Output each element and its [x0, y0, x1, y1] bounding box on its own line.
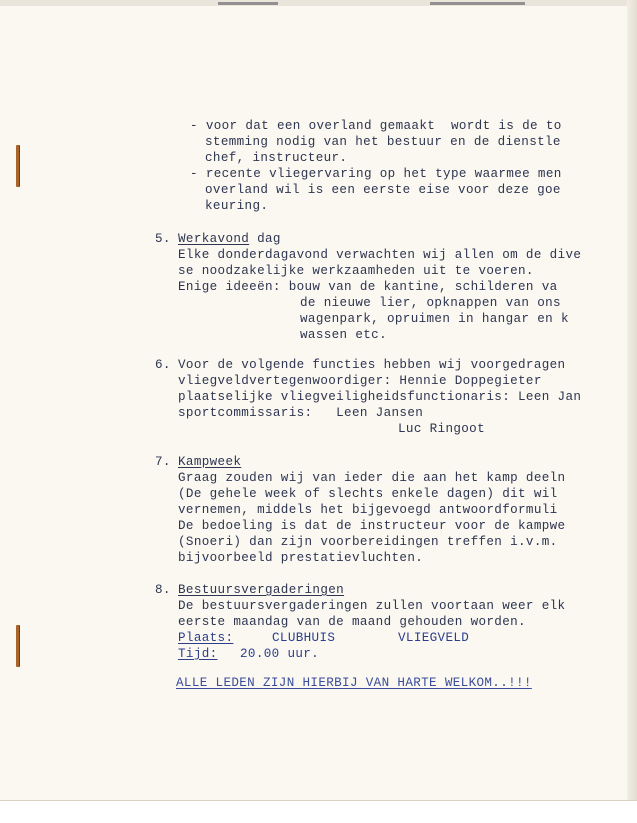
section-7-line: bijvoorbeeld prestatievluchten.	[178, 551, 424, 565]
section-8-title: Bestuursvergaderingen	[178, 583, 345, 597]
list-line: stemming nodig van het bestuur en de dienstle	[205, 135, 561, 149]
section-7-line: (De gehele week of slechts enkele dagen) dit wil	[178, 487, 558, 501]
section-5-line: wagenpark, opruimen in hangar en k	[300, 312, 569, 326]
section-6-line: sportcommissaris: Leen Jansen	[178, 406, 424, 420]
list-line: overland wil is een eerste eise voor deze goe	[205, 183, 561, 197]
section-5-number: 5.	[155, 232, 171, 246]
section-7-line: vernemen, middels het bijgevoegd antwoordformuli	[178, 503, 558, 517]
section-5-line: de nieuwe lier, opknappen van ons	[300, 296, 561, 310]
place-value-airfield: VLIEGVELD	[398, 631, 470, 645]
top-ink-mark	[218, 2, 278, 5]
place-label: Plaats:	[178, 631, 234, 645]
section-8-number: 8.	[155, 583, 171, 597]
section-5-line: Enige ideeën: bouw van de kantine, schilderen va	[178, 280, 558, 294]
list-line: chef, instructeur.	[205, 151, 348, 165]
section-5-line: wassen etc.	[300, 328, 387, 342]
closing-welcome: ALLE LEDEN ZIJN HIERBIJ VAN HARTE WELKOM..!!!	[176, 676, 532, 690]
section-6-number: 6.	[155, 358, 171, 372]
section-7-title: Kampweek	[178, 455, 242, 469]
time-label: Tijd:	[178, 647, 218, 661]
time-value: 20.00 uur.	[240, 647, 320, 661]
section-6-line: Voor de volgende functies hebben wij voorgedragen	[178, 358, 566, 372]
top-ink-mark	[430, 2, 525, 5]
section-5-line: se noodzakelijke werkzaamheden uit te voeren.	[178, 264, 534, 278]
section-5-heading	[178, 232, 281, 247]
staple-top	[16, 145, 19, 187]
section-6-line: plaatselijke vliegveiligheidsfunctionaris: Leen Jan	[178, 390, 582, 404]
list-line: keuring.	[205, 199, 269, 213]
page-right-edge	[627, 0, 637, 800]
section-8-line: eerste maandag van de maand gehouden worden.	[178, 615, 526, 629]
section-5-title-suffix: dag	[249, 232, 281, 246]
list-line: - recente vliegervaring op het type waarmee men	[190, 167, 562, 181]
section-7-line: Graag zouden wij van ieder die aan het kamp deeln	[178, 471, 566, 485]
section-7-number: 7.	[155, 455, 171, 469]
section-6-line: vliegveldvertegenwoordiger: Hennie Doppegieter	[178, 374, 542, 388]
section-8-line: De bestuursvergaderingen zullen voortaan weer elk	[178, 599, 566, 613]
staple-bottom	[16, 625, 19, 667]
page-bottom-edge	[0, 800, 637, 823]
list-line: - voor dat een overland gemaakt wordt is de to	[190, 119, 562, 133]
section-6-line: Luc Ringoot	[398, 422, 485, 436]
section-7-line: (Snoeri) dan zijn voorbereidingen treffen i.v.m.	[178, 535, 558, 549]
section-5-title: Werkavond	[178, 232, 250, 246]
place-value-clubhouse: CLUBHUIS	[272, 631, 336, 645]
section-5-line: Elke donderdagavond verwachten wij allen om de dive	[178, 248, 582, 262]
section-7-line: De bedoeling is dat de instructeur voor de kampwe	[178, 519, 566, 533]
page-top-edge	[0, 0, 637, 6]
